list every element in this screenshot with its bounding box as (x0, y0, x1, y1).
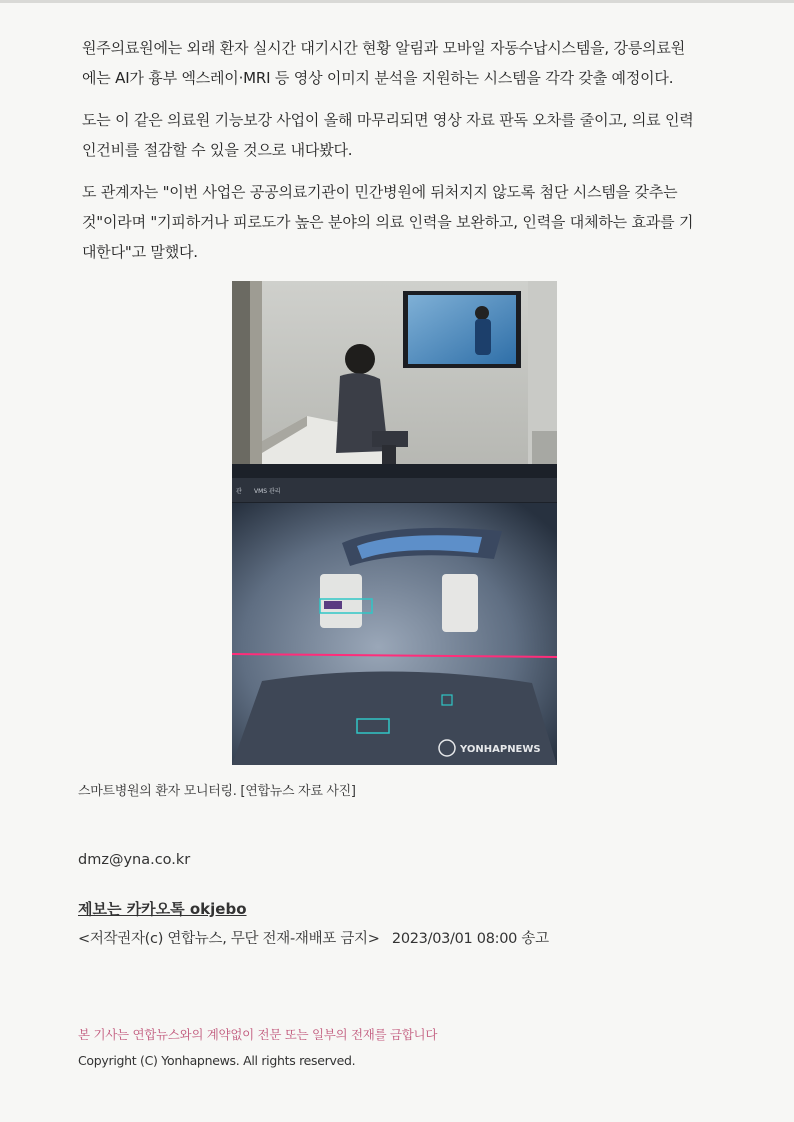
paragraph-line: 인건비를 절감할 수 있을 것으로 내다봤다. (82, 141, 353, 159)
bed-topview (442, 574, 478, 632)
paragraph-line: 원주의료원에는 외래 환자 실시간 대기시간 현황 알림과 모바일 자동수납시스템을, 강릉의료원 (82, 39, 685, 57)
article-paragraph-2 (82, 105, 722, 165)
monitor-tab-label: VMS 관리 (254, 488, 281, 495)
article-paragraph-1 (82, 33, 722, 93)
paragraph-line: 대한다"고 말했다. (82, 243, 198, 261)
photo-watermark: YONHAPNEWS (460, 744, 541, 755)
photo-caption: 스마트병원의 환자 모니터링. [연합뉴스 자료 사진] (78, 784, 356, 799)
scan-top-edge (0, 0, 794, 3)
svg-text:관: 관 (236, 488, 242, 495)
rights-statement: Copyright (C) Yonhapnews. All rights reserved. (78, 1053, 356, 1068)
publish-datetime: 2023/03/01 08:00 송고 (391, 931, 549, 947)
paragraph-line: 것"이라며 "기피하거나 피로도가 높은 분야의 의료 인력을 보완하고, 인력을 대체하는 효과를 기 (82, 213, 694, 231)
article-photo (232, 281, 557, 765)
paragraph-line: 에는 AI가 흉부 엑스레이·MRI 등 영상 이미지 분석을 지원하는 시스템을 각각 갖출 예정이다. (82, 69, 674, 87)
copyright-text: <저작권자(c) 연합뉴스, 무단 전재-재배포 금지> (78, 931, 380, 947)
paragraph-line: 도 관계자는 "이번 사업은 공공의료기관이 민간병원에 뒤처지지 않도록 첨단 시스템을 갖추는 (82, 183, 678, 201)
reporter-email[interactable]: dmz@yna.co.kr (78, 852, 191, 868)
person-head (345, 344, 375, 374)
tip-link[interactable]: 제보는 카카오톡 okjebo (78, 900, 247, 918)
article-paragraph-3 (82, 177, 722, 267)
copyright-line (78, 927, 549, 948)
paragraph-line: 도는 이 같은 의료원 기능보강 사업이 올해 마무리되면 영상 자료 판독 오차를 줄이고, 의료 인력 (82, 111, 694, 129)
reprint-notice: 본 기사는 연합뉴스와의 계약없이 전문 또는 일부의 전재를 금합니다 (78, 1027, 438, 1042)
